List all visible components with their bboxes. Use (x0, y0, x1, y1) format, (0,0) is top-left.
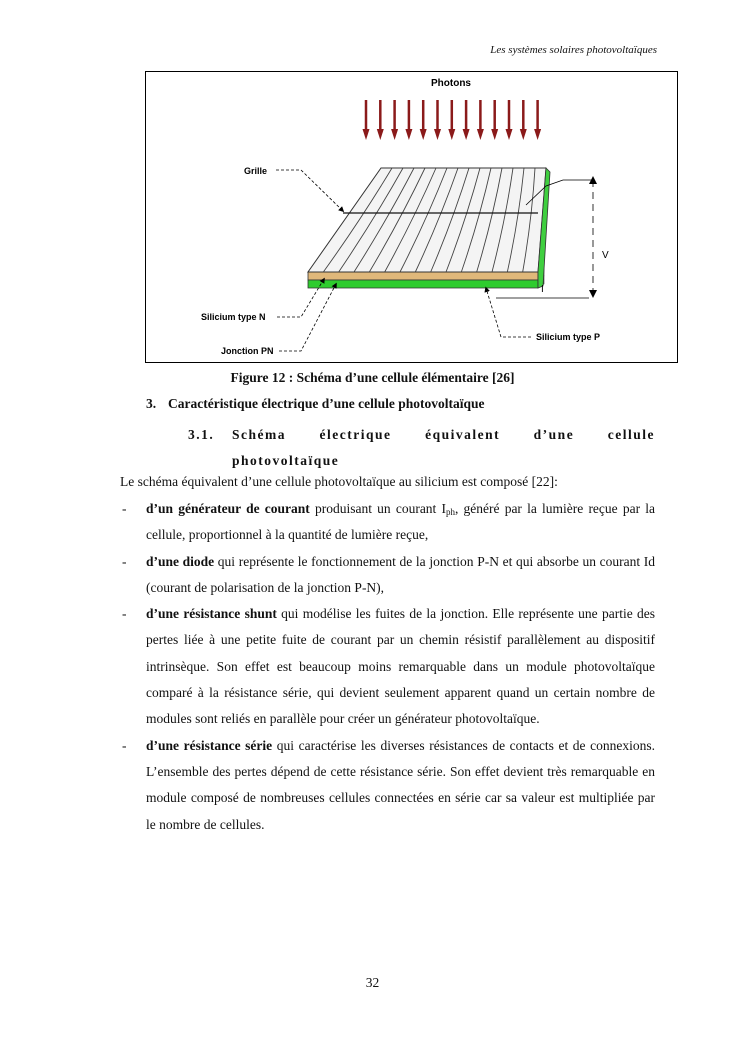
list-item (120, 733, 655, 838)
photon-arrow-head (434, 129, 441, 140)
photon-arrow-head (405, 129, 412, 140)
photon-arrow-head (491, 129, 498, 140)
section-heading-3 (146, 396, 484, 412)
list-item (120, 496, 655, 549)
item-text-cont: , généré par la lumière reçue par la cellule, proportionnel à la quantité de lumière reçue, (146, 501, 656, 543)
subsection-title-line1: Schéma électrique équivalent d’une cellule (232, 427, 655, 442)
page-number: 32 (365, 975, 380, 990)
photon-arrow-head (534, 129, 541, 140)
figure-12 (145, 71, 678, 363)
v-arrow-down (589, 290, 597, 298)
item-subscript: ph (445, 507, 455, 517)
list-marker: - (122, 553, 127, 569)
list-item (120, 549, 655, 602)
photons-label: Photons (431, 78, 471, 89)
silicium-p-leader (486, 288, 531, 337)
item-term: d’un générateur de courant (146, 501, 310, 516)
component-list (120, 496, 655, 838)
photon-arrow-head (363, 129, 370, 140)
photon-arrow-head (506, 129, 513, 140)
item-term: d’une résistance shunt (146, 606, 277, 622)
v-label: V (602, 250, 609, 261)
grille-label: Grille (244, 166, 268, 176)
subsection-number: 3.1. (188, 427, 215, 442)
solar-cell-diagram (146, 72, 677, 362)
subsection-title-line2: photovoltaïque (232, 453, 340, 468)
running-header: Les systèmes solaires photovoltaïques (490, 44, 657, 56)
item-term: d’une diode (146, 553, 215, 569)
list-item (120, 601, 655, 732)
item-term: d’une résistance série (146, 737, 273, 753)
item-text: qui modélise les fuites de la jonction. Elle représente une partie des pertes liée à une petite fuite de courant par un chemin résistif parallèlement au dispositif intrinsèque. Son effet est beaucoup moins remarquable dans un module photovoltaïque comparé à la résistance série, qui devient seulement apparent quand un certain nombre de modules sont reliés en parallèle pour créer un générateur photovoltaïque. (146, 606, 655, 727)
photon-arrow-head (391, 129, 398, 140)
list-marker: - (122, 501, 127, 516)
photon-arrow-head (377, 129, 384, 140)
photon-arrow-head (420, 129, 427, 140)
p-type-layer-front (308, 280, 538, 288)
photon-arrow-head (463, 129, 470, 140)
jonction-label: Jonction PN (221, 346, 274, 356)
figure-caption: Figure 12 : Schéma d’une cellule élémentaire [26] (230, 370, 515, 385)
section-number: 3. (146, 396, 157, 411)
jonction-leader (279, 284, 336, 351)
photon-arrow-head (477, 129, 484, 140)
photon-arrow-head (448, 129, 455, 140)
grille-leader (276, 170, 343, 211)
n-type-layer-front (308, 272, 538, 280)
i-label: I (541, 284, 544, 295)
item-text: qui caractérise les diverses résistances de contacts et de connexions. L’ensemble des pertes dépend de cette résistance série. Son effet devient très remarquable en module composé de nombreuses cellules connectées en série car sa valeur est multipliée par le nombre de cellules. (146, 737, 655, 832)
silicium-p-label: Silicium type P (536, 332, 601, 342)
item-text: produisant un courant I (309, 501, 446, 516)
item-text: qui représente le fonctionnement de la jonction P-N et qui absorbe un courant Id (courant de polarisation de la jonction P-N), (146, 553, 655, 595)
intro-paragraph: Le schéma équivalent d’une cellule photovoltaïque au silicium est composé [22]: (120, 474, 558, 489)
section-title: Caractéristique électrique d’une cellule photovoltaïque (168, 396, 485, 411)
list-marker: - (122, 606, 127, 622)
photon-arrow-head (520, 129, 527, 140)
photon-arrows (363, 100, 542, 140)
silicium-n-label: Silicium type N (201, 312, 266, 322)
list-marker: - (122, 737, 127, 753)
